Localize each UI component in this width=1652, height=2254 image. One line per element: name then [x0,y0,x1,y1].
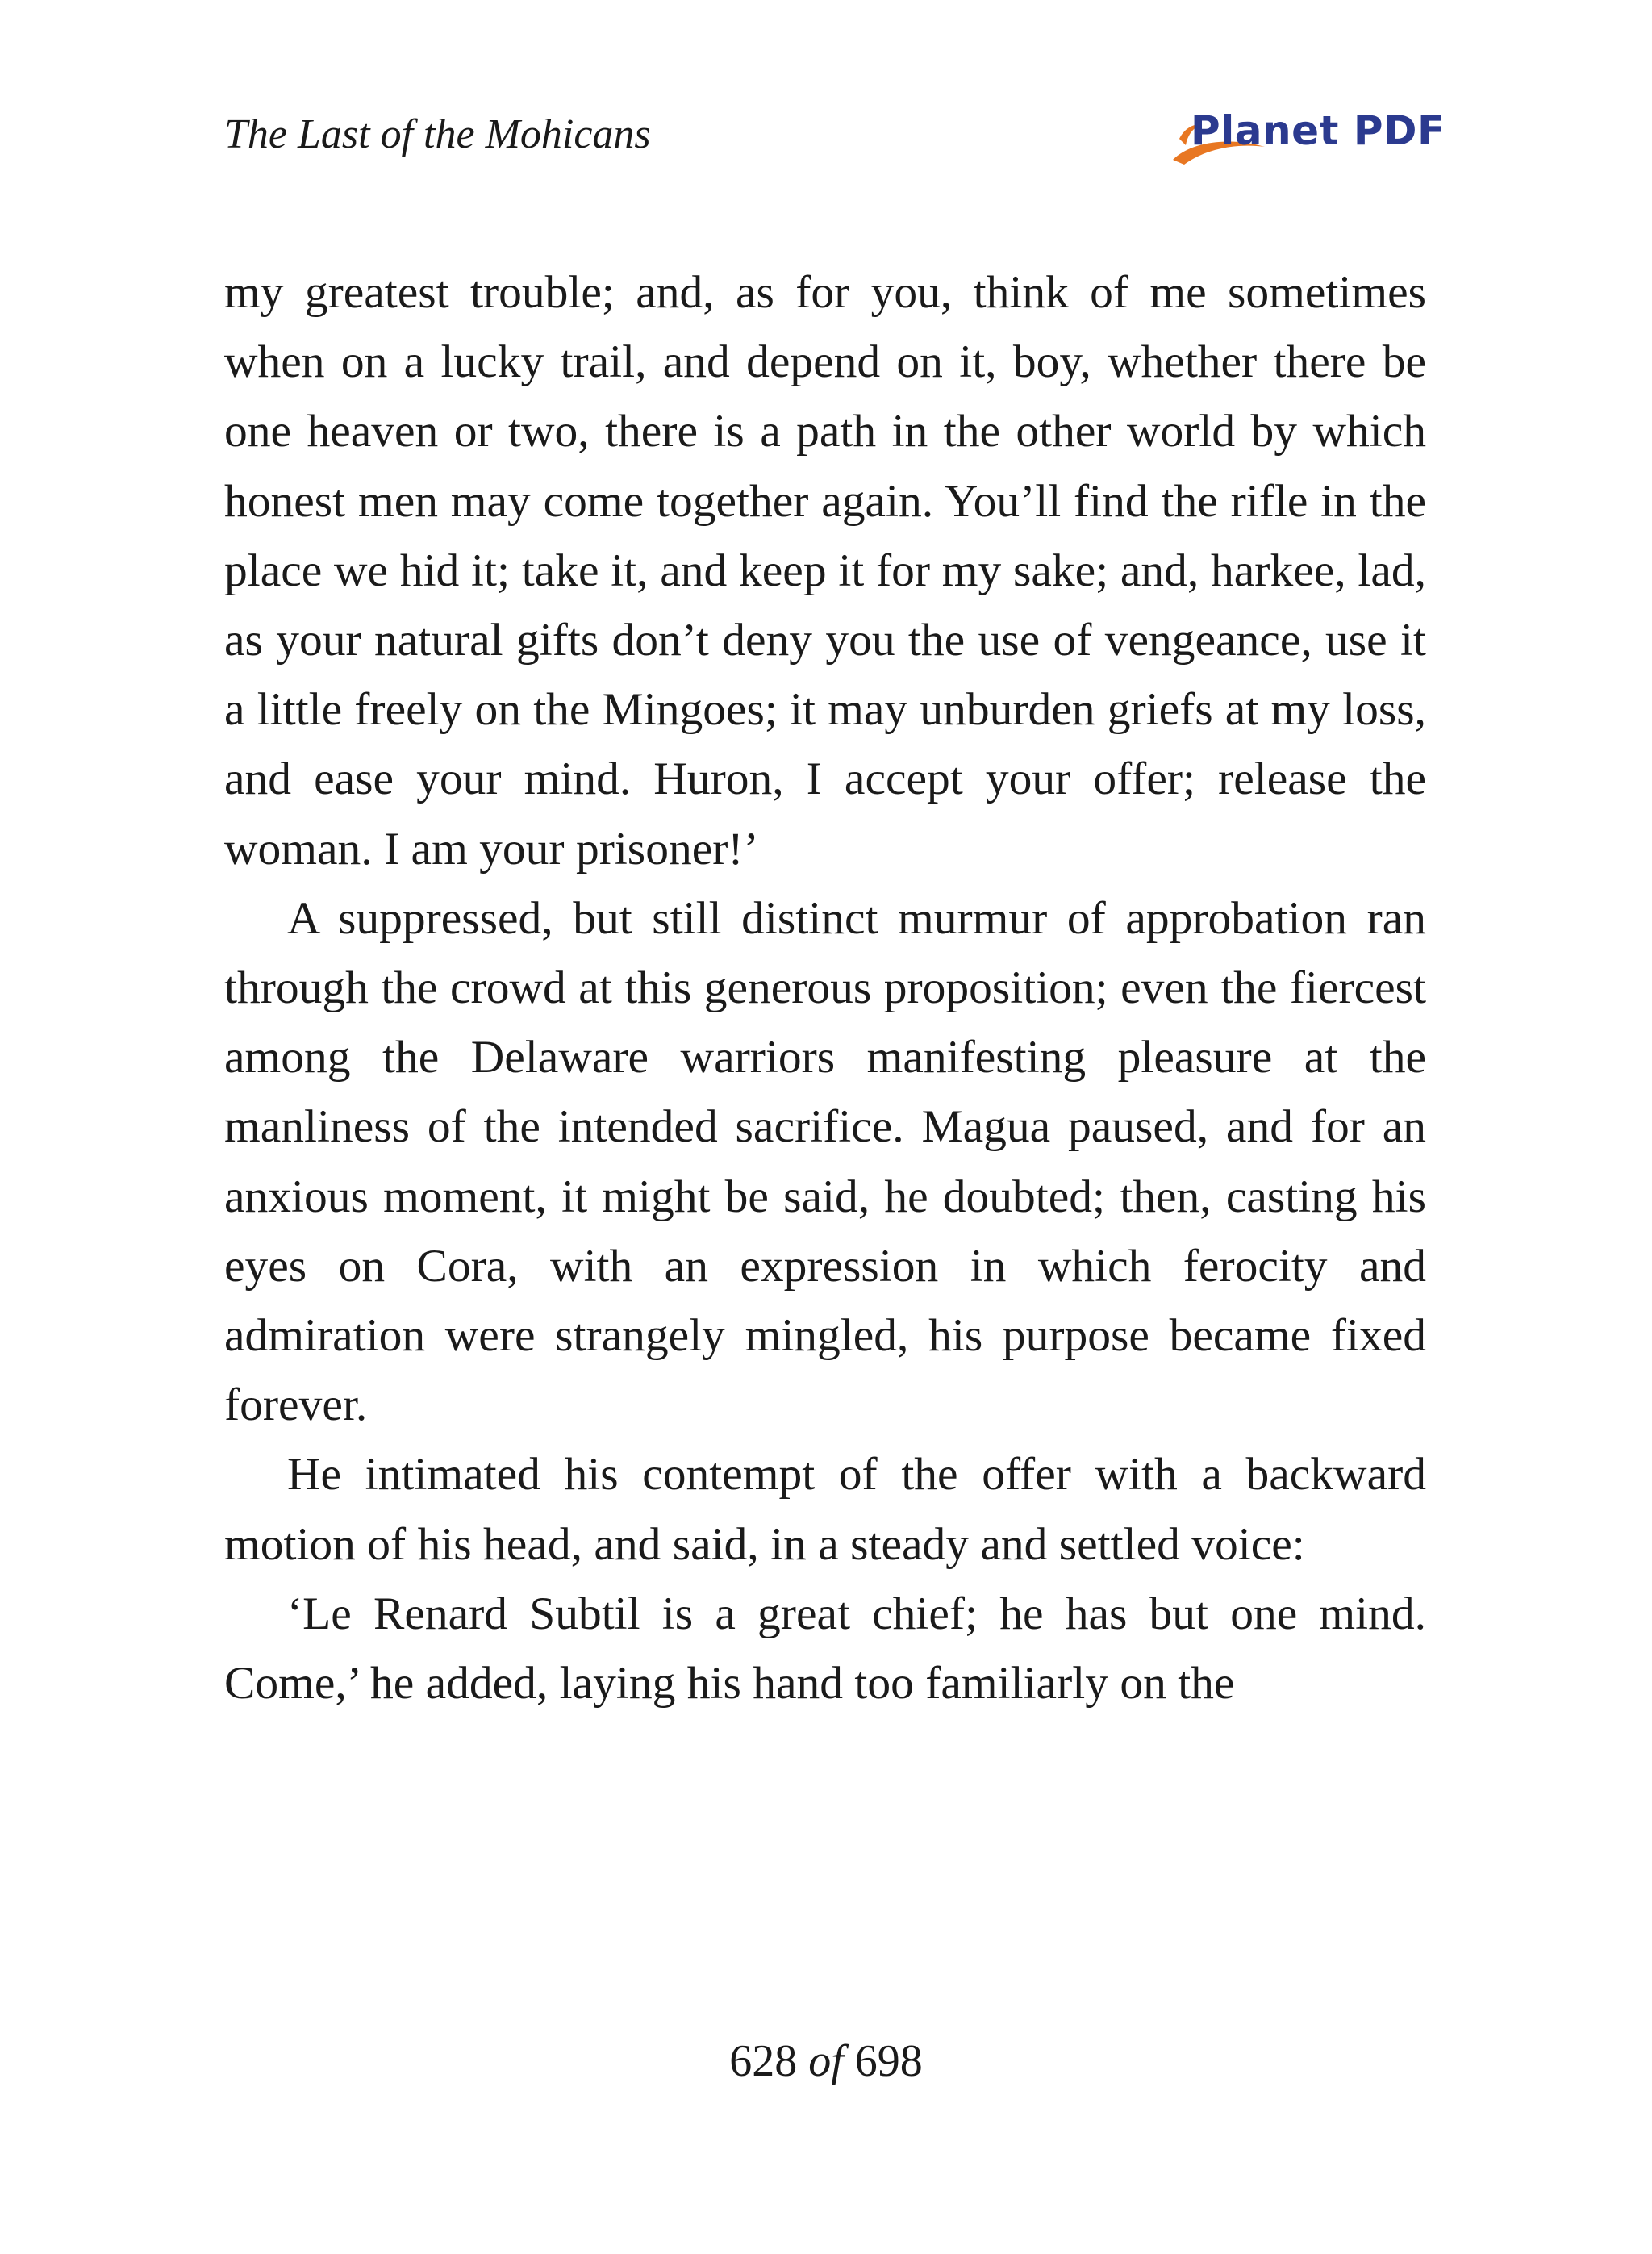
book-title: The Last of the Mohicans [224,111,651,157]
paragraph: A suppressed, but still distinct murmur of approbation ran through the crowd at this generous proposition; even the fiercest among the Delaware warriors manifesting pleasure at the manliness of the intended sacrifice. Magua paused, and for an anxious moment, it might be said, he doubted; then, casting his eyes on Cora, with an expression in which ferocity and admiration were strangely mingled, his purpose became fixed forever. [224,892,1426,1431]
paragraph: ‘Le Renard Subtil is a great chief; he has but one mind. Come,’ he added, laying his hand too familiarly on the [224,1588,1426,1709]
page-of-label: of [808,2036,844,2086]
current-page: 628 [729,2036,798,2086]
page-number [0,2033,1652,2089]
page-body [224,258,1426,1718]
planet-pdf-logo [1168,100,1446,173]
logo-text: Planet PDF [1191,107,1446,154]
paragraph: He intimated his contempt of the offer with a backward motion of his head, and said, in a steady and settled voice: [224,1449,1426,1570]
paragraph: my greatest trouble; and, as for you, think of me sometimes when on a lucky trail, and depend on it, boy, whether there be one heaven or two, there is a path in the other world by which honest men may come together again. You’ll find the rifle in the place we hid it; take it, and keep it for my sake; and, harkee, lad, as your natural gifts don’t deny you the use of vengeance, use it a little freely on the Mingoes; it may unburden griefs at my loss, and ease your mind. Huron, I accept your offer; release the woman. I am your prisoner!’ [224,267,1426,874]
total-pages: 698 [854,2036,923,2086]
